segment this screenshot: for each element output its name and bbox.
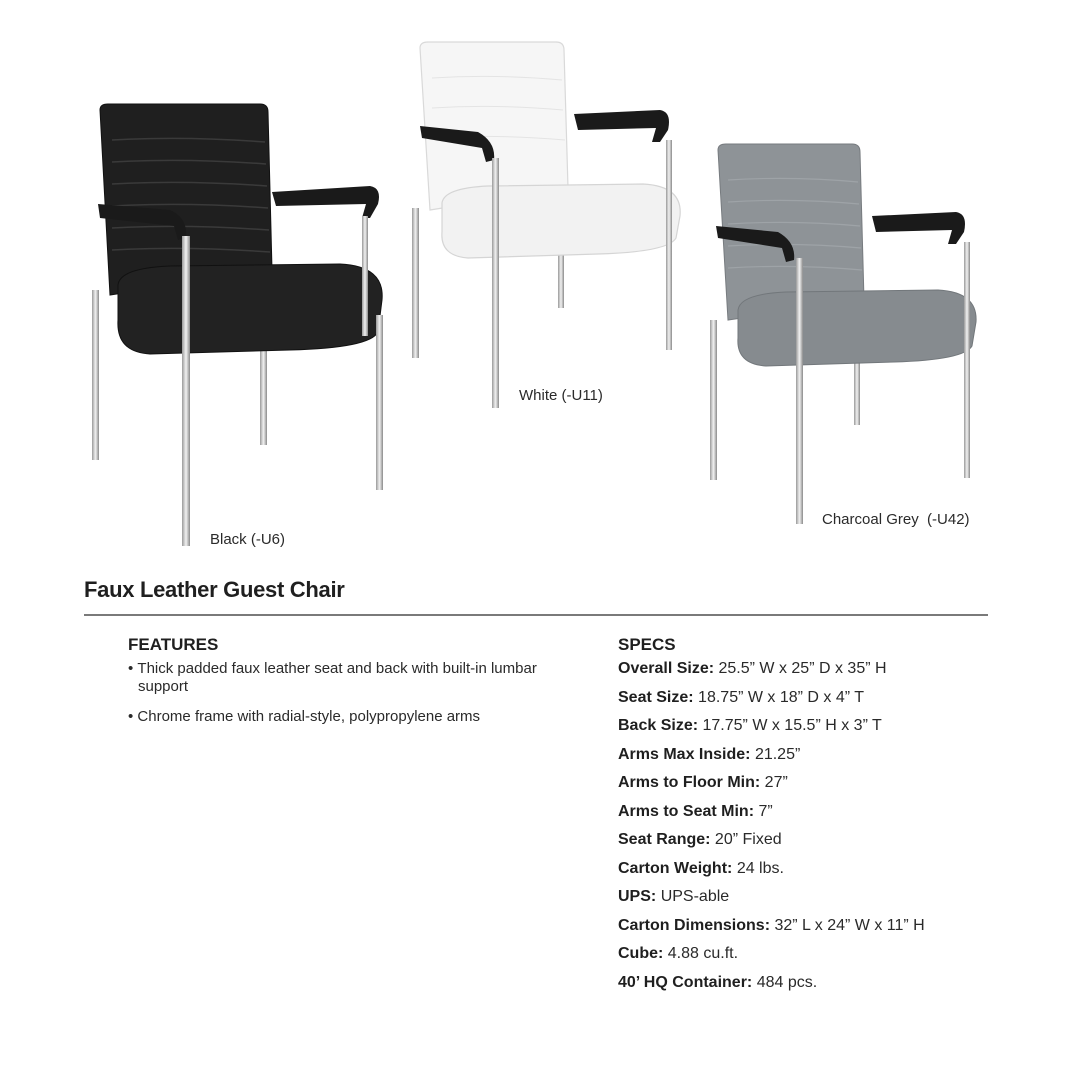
specs-heading: SPECS xyxy=(618,635,676,654)
feature-item: • Thick padded faux leather seat and back with built-in lumbar support xyxy=(128,660,537,695)
title-divider xyxy=(84,614,988,616)
caption-black: Black (-U6) xyxy=(210,531,286,548)
chair-image-white xyxy=(408,38,698,410)
spec-item: Carton Weight: 24 lbs. xyxy=(618,859,784,877)
specs-list xyxy=(618,659,925,1001)
spec-item: Arms to Floor Min: 27” xyxy=(618,774,788,791)
spec-item: Overall Size: 25.5” W x 25” D x 35” H xyxy=(618,660,887,677)
product-title: Faux Leather Guest Chair xyxy=(84,577,345,602)
feature-item: • Chrome frame with radial-style, polypropylene arms xyxy=(128,708,481,725)
spec-item: 40’ HQ Container: 484 pcs. xyxy=(618,973,818,991)
chair-image-black xyxy=(90,100,390,550)
spec-item: Arms to Seat Min: 7” xyxy=(618,802,773,820)
chair-image-charcoal-grey xyxy=(708,140,988,526)
features-heading: FEATURES xyxy=(128,635,219,654)
spec-item: Seat Range: 20” Fixed xyxy=(618,831,782,848)
spec-item: Seat Size: 18.75” W x 18” D x 4” T xyxy=(618,688,865,706)
spec-item: Cube: 4.88 cu.ft. xyxy=(618,945,739,962)
spec-item: Back Size: 17.75” W x 15.5” H x 3” T xyxy=(618,717,882,734)
features-list xyxy=(128,660,548,738)
caption-white: White (-U11) xyxy=(519,387,603,404)
spec-item: Carton Dimensions: 32” L x 24” W x 11” H xyxy=(618,916,925,934)
spec-item: Arms Max Inside: 21.25” xyxy=(618,745,801,763)
caption-charcoal-grey: Charcoal Grey (-U42) xyxy=(822,511,970,528)
spec-item: UPS: UPS-able xyxy=(618,888,730,905)
